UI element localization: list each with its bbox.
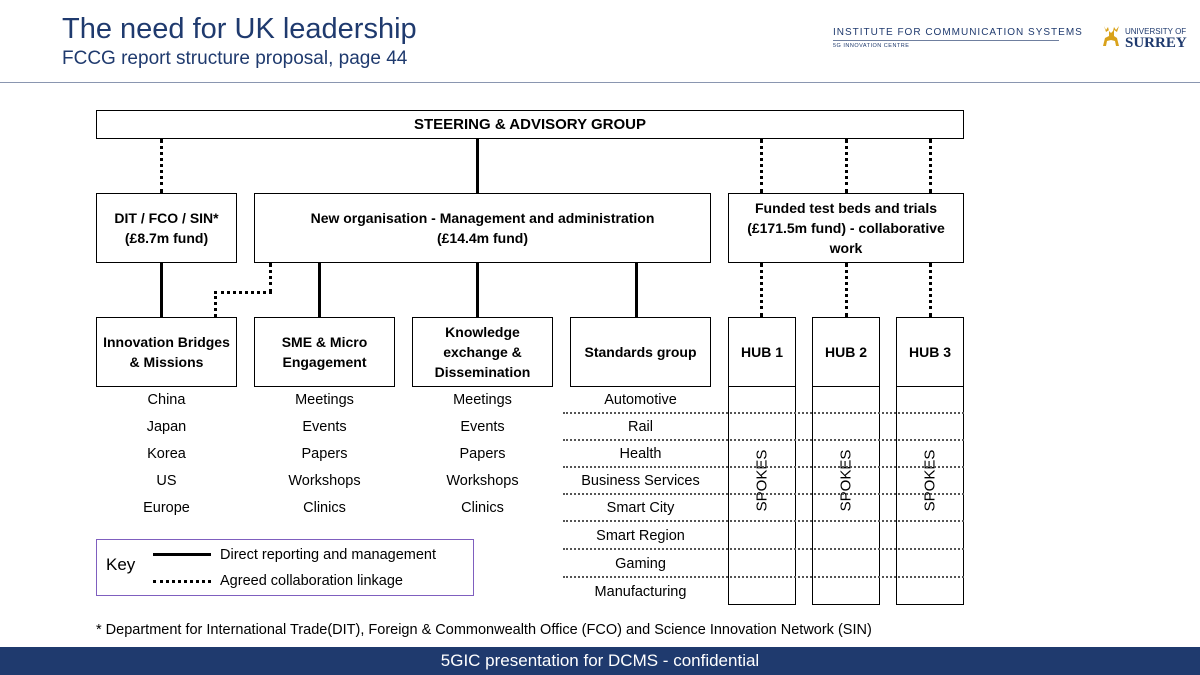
ics-logo-text: INSTITUTE FOR COMMUNICATION SYSTEMS xyxy=(833,27,1083,38)
footnote: * Department for International Trade(DIT), Foreign & Commonwealth Office (FCO) and Science Innovation Network (SIN) xyxy=(96,622,872,638)
slide-subtitle: FCCG report structure proposal, page 44 xyxy=(62,48,408,69)
list-item: Europe xyxy=(143,500,190,516)
solid-link-steering-neworg xyxy=(476,139,479,193)
hub-2-label: HUB 2 xyxy=(824,344,867,360)
standards-items-list xyxy=(570,387,711,606)
innovation-line-2: & Missions xyxy=(129,354,204,370)
list-item: Events xyxy=(460,419,505,435)
slide-title: The need for UK leadership xyxy=(62,13,417,45)
innovation-items-list xyxy=(96,387,237,522)
list-item: Meetings xyxy=(295,392,354,408)
hub-1-label: HUB 1 xyxy=(740,344,783,360)
key-label: Key xyxy=(106,555,136,574)
knowledge-exchange-box xyxy=(412,317,553,387)
funded-testbeds-box xyxy=(728,193,964,263)
innovation-bridges-box xyxy=(96,317,237,387)
sme-engagement-box xyxy=(254,317,395,387)
list-item: Papers xyxy=(459,446,506,462)
neworg-line-1: New organisation - Management and administration xyxy=(310,210,655,226)
list-item: Workshops xyxy=(446,473,519,489)
footer-bar: 5GIC presentation for DCMS - confidential xyxy=(0,647,1200,675)
dotted-link-steering-dit xyxy=(160,139,163,193)
ics-logo-subtext: 5G INNOVATION CENTRE xyxy=(833,43,910,49)
legend-key xyxy=(96,539,474,596)
steering-advisory-box xyxy=(96,110,964,139)
list-item: China xyxy=(147,392,186,408)
list-item: Meetings xyxy=(453,392,512,408)
dotted-link-funded-hub1 xyxy=(760,263,763,317)
university-of-text: UNIVERSITY OF xyxy=(1125,27,1187,36)
list-item: Health xyxy=(619,446,662,462)
list-item: Korea xyxy=(147,446,186,462)
list-item: US xyxy=(156,473,177,489)
hub-3-spokes-label: SPOKES xyxy=(921,449,939,512)
solid-link-neworg-knowledge xyxy=(476,263,479,317)
dotted-link-funded-hub3 xyxy=(929,263,932,317)
sme-line-2: Engagement xyxy=(282,354,367,370)
dotted-link-funded-hub2 xyxy=(845,263,848,317)
solid-link-neworg-standards xyxy=(635,263,638,317)
hub-3-box xyxy=(896,317,964,387)
dotted-link-neworg-innovation-b xyxy=(214,291,272,294)
steering-label: STEERING & ADVISORY GROUP xyxy=(414,115,646,133)
knowledge-line-1: Knowledge xyxy=(445,324,520,340)
funded-line-2: (£171.5m fund) - collaborative xyxy=(747,220,945,236)
standards-label: Standards group xyxy=(584,344,697,360)
sme-line-1: SME & Micro xyxy=(281,334,368,350)
funded-line-1: Funded test beds and trials xyxy=(754,200,938,216)
list-item: Events xyxy=(302,419,347,435)
dit-line-2: (£8.7m fund) xyxy=(124,230,209,246)
dotted-line-sample xyxy=(153,580,211,583)
list-item: Japan xyxy=(146,419,187,435)
dotted-link-neworg-innovation-a xyxy=(269,263,272,293)
key-dotted-description: Agreed collaboration linkage xyxy=(220,573,403,589)
key-solid-description: Direct reporting and management xyxy=(220,547,437,563)
innovation-line-1: Innovation Bridges xyxy=(103,334,230,350)
stag-logo-icon xyxy=(1100,24,1122,52)
list-item: Smart City xyxy=(606,500,675,516)
knowledge-line-3: Dissemination xyxy=(434,364,531,380)
knowledge-items-list xyxy=(412,387,553,522)
knowledge-line-2: exchange & xyxy=(443,344,522,360)
dotted-link-steering-funded-3 xyxy=(929,139,932,193)
ics-logo-rule xyxy=(833,40,1059,41)
solid-link-neworg-sme xyxy=(318,263,321,317)
hub-2-box xyxy=(812,317,880,387)
solid-link-dit-innovation xyxy=(160,263,163,317)
list-item: Papers xyxy=(301,446,348,462)
list-item: Smart Region xyxy=(596,528,685,544)
hub-1-spokes-label: SPOKES xyxy=(753,449,771,512)
dotted-link-neworg-innovation-c xyxy=(214,291,217,317)
list-item: Gaming xyxy=(615,556,666,572)
new-organisation-box xyxy=(254,193,711,263)
solid-line-sample xyxy=(153,553,211,556)
hub-1-box xyxy=(728,317,796,387)
standards-group-box xyxy=(570,317,711,387)
list-item: Clinics xyxy=(461,500,504,516)
funded-line-3: work xyxy=(829,240,863,256)
dit-fco-sin-box xyxy=(96,193,237,263)
surrey-logo-text: SURREY xyxy=(1125,35,1187,51)
list-item: Workshops xyxy=(288,473,361,489)
header-divider xyxy=(0,82,1200,83)
dit-line-1: DIT / FCO / SIN* xyxy=(114,210,219,226)
neworg-line-2: (£14.4m fund) xyxy=(436,230,528,246)
hub-3-label: HUB 3 xyxy=(908,344,951,360)
sme-items-list xyxy=(254,387,395,522)
list-item: Clinics xyxy=(303,500,346,516)
dotted-link-steering-funded-2 xyxy=(845,139,848,193)
list-item: Business Services xyxy=(581,473,700,489)
hub-2-spokes-label: SPOKES xyxy=(837,449,855,512)
list-item: Manufacturing xyxy=(594,584,687,600)
list-item: Automotive xyxy=(604,392,677,408)
list-item: Rail xyxy=(628,419,653,435)
dotted-link-steering-funded-1 xyxy=(760,139,763,193)
